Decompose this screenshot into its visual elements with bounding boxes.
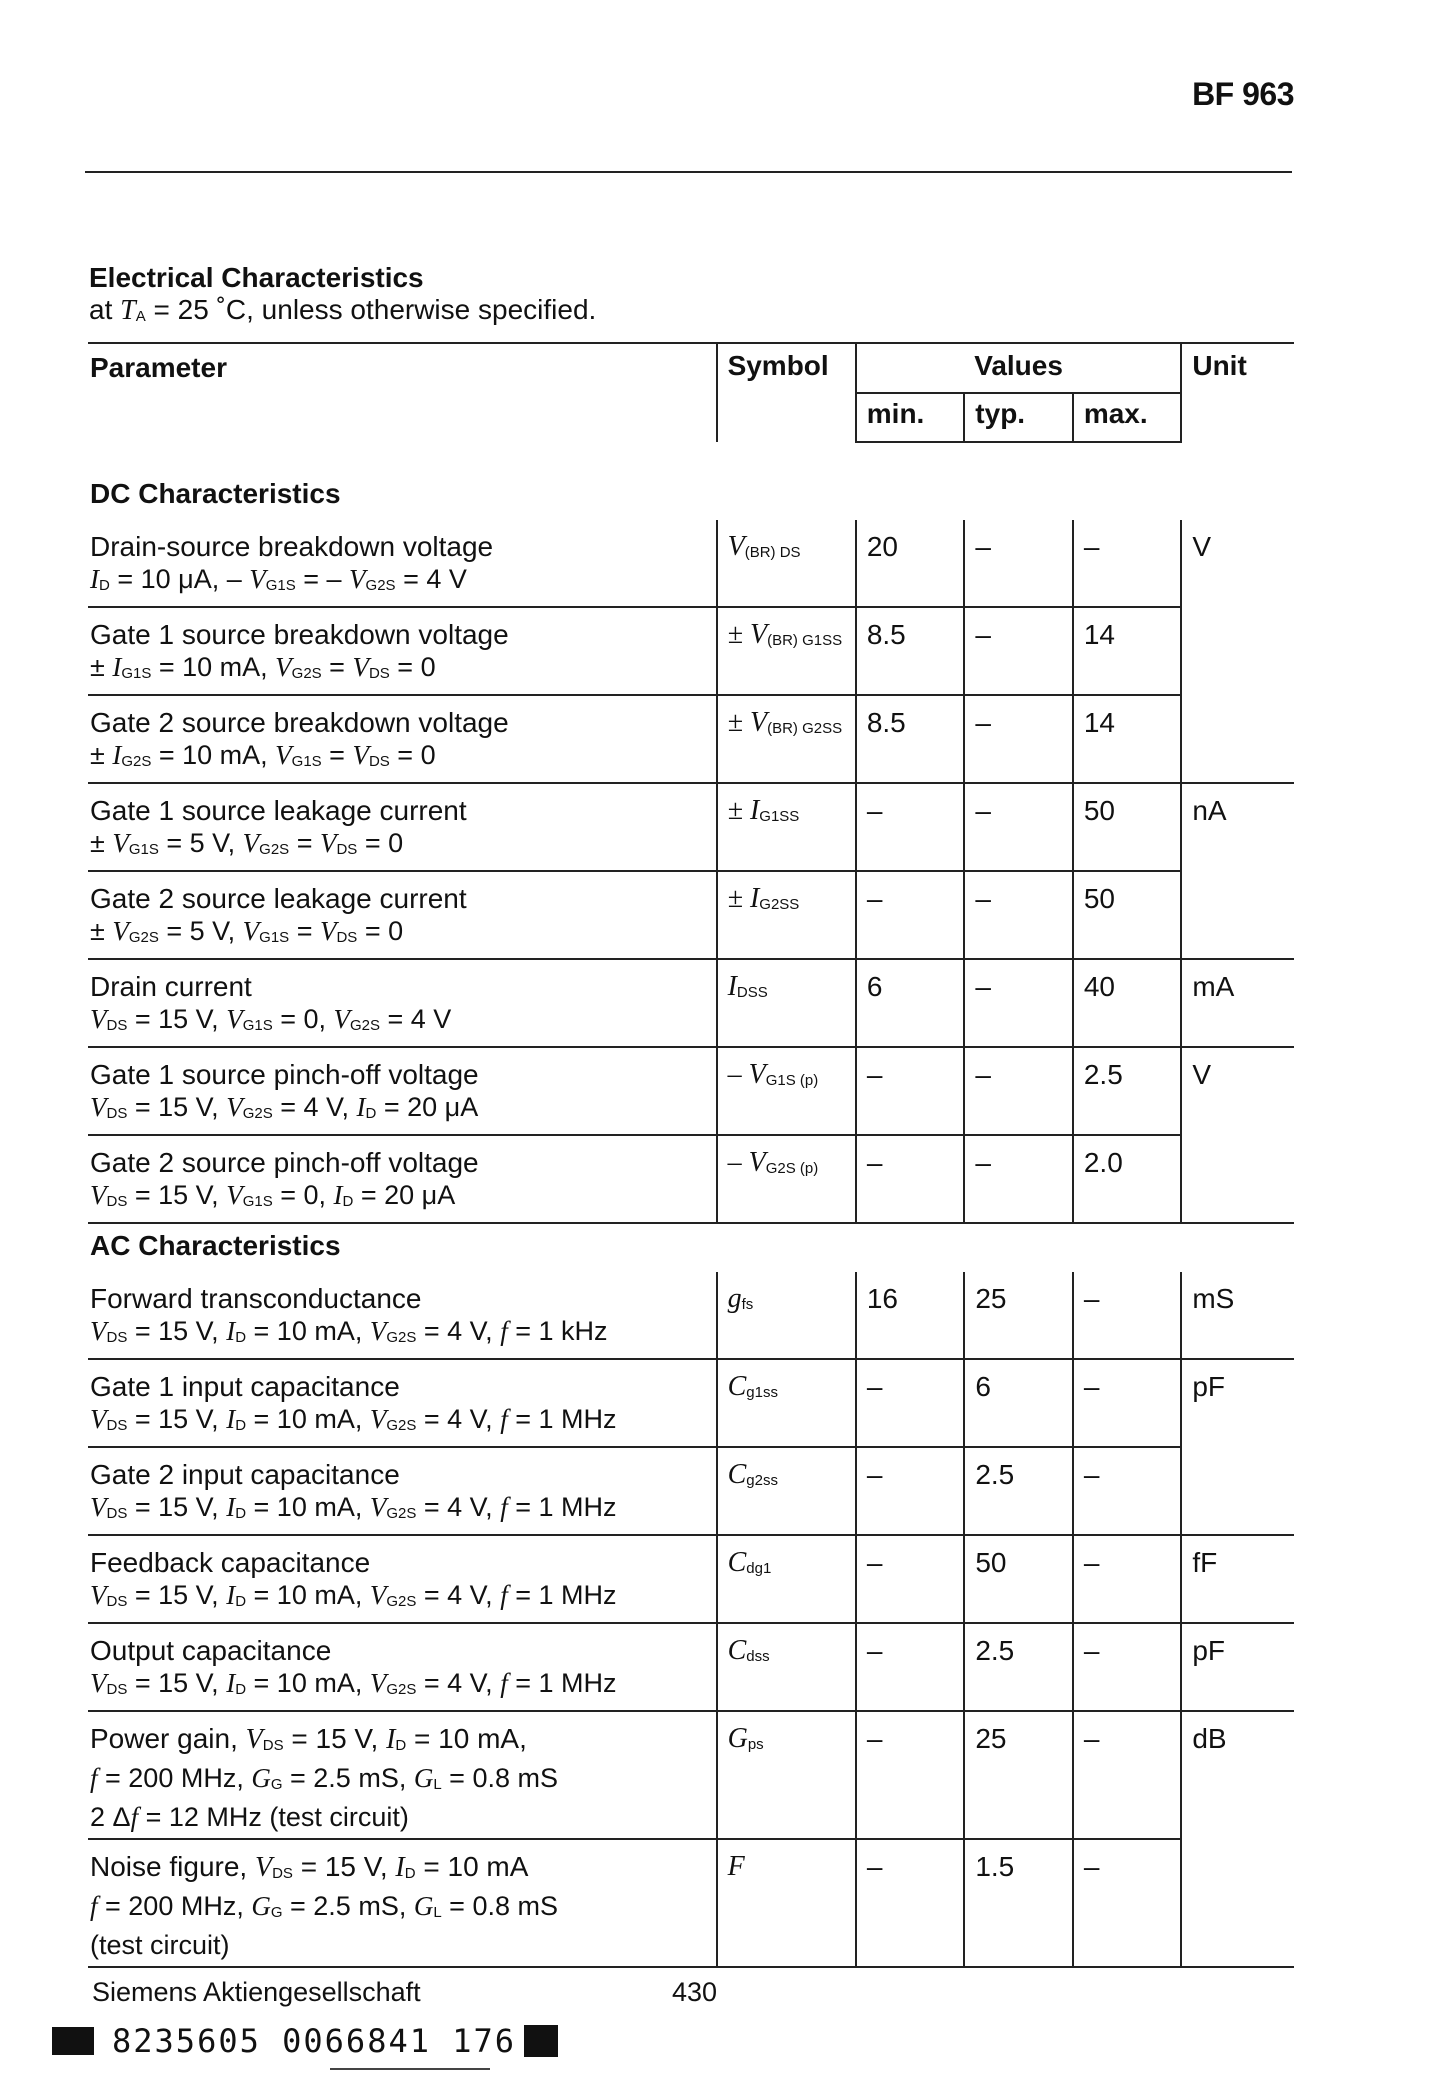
typ-value: – bbox=[964, 695, 1073, 783]
parameter-condition: ± $V_{G2S} = 5$ V, $V_{G1S} = V_{DS} = 0$ bbox=[90, 916, 404, 946]
parameter-name: Drain current bbox=[90, 971, 252, 1002]
parameter-cell bbox=[88, 1272, 717, 1359]
table-row bbox=[88, 1272, 1294, 1359]
parameter-name: Gate 2 input capacitance bbox=[90, 1459, 400, 1490]
max-value: 14 bbox=[1073, 695, 1182, 783]
parameter-cell bbox=[88, 695, 717, 783]
typ-value: – bbox=[964, 1135, 1073, 1223]
unit-cell: pF bbox=[1181, 1359, 1294, 1447]
header-symbol: Symbol bbox=[717, 343, 856, 442]
symbol-cell: F bbox=[717, 1839, 856, 1967]
parameter-condition: $V_{DS} = 15$ V, $I_D = 10$ mA, $V_{G2S} = 4$ V, f = 1 MHz bbox=[90, 1580, 617, 1610]
typ-value: – bbox=[964, 871, 1073, 959]
parameter-condition: $V_{DS} = 15$ V, $V_{G2S} = 4$ V, $I_D = 20$ μA bbox=[90, 1092, 479, 1122]
table-row bbox=[88, 783, 1294, 871]
parameter-cell bbox=[88, 1359, 717, 1447]
max-value: 2.0 bbox=[1073, 1135, 1182, 1223]
min-value: 16 bbox=[856, 1272, 965, 1359]
table-row bbox=[88, 607, 1294, 695]
typ-value: 2.5 bbox=[964, 1623, 1073, 1711]
parameter-cell bbox=[88, 1047, 717, 1135]
table-row bbox=[88, 1135, 1294, 1223]
section-title: Electrical Characteristics bbox=[89, 262, 424, 293]
max-value: 14 bbox=[1073, 607, 1182, 695]
parameter-name: Gate 1 source breakdown voltage bbox=[90, 619, 509, 650]
parameter-condition: $V_{DS} = 15$ V, $I_D = 10$ mA, $V_{G2S} = 4$ V, f = 1 kHz bbox=[90, 1316, 608, 1346]
typ-value: – bbox=[964, 959, 1073, 1047]
header-parameter: Parameter bbox=[88, 343, 717, 442]
ac-table bbox=[88, 1272, 1294, 1968]
conditions-line: at $T_A = 25$ ˚C, unless otherwise specified. bbox=[89, 294, 597, 326]
min-value: – bbox=[856, 1535, 965, 1623]
max-value: – bbox=[1083, 531, 1100, 562]
typ-value: 6 bbox=[964, 1359, 1073, 1447]
min-value: – bbox=[856, 1135, 965, 1223]
parameter-cell bbox=[88, 1623, 717, 1711]
unit-cell bbox=[1181, 1135, 1294, 1223]
unit-cell: V bbox=[1181, 520, 1294, 607]
unit-cell: fF bbox=[1181, 1535, 1294, 1623]
symbol-cell: $C_{g1ss}$ bbox=[717, 1359, 856, 1447]
max-value: 2.5 bbox=[1073, 1047, 1182, 1135]
table-row bbox=[88, 871, 1294, 959]
symbol-cell: $g_{fs}$ bbox=[717, 1272, 856, 1359]
part-number: BF 963 bbox=[1192, 76, 1294, 112]
header-typ: typ. bbox=[964, 393, 1073, 442]
ac-section-title: AC Characteristics bbox=[90, 1230, 341, 1261]
parameter-name: Gate 2 source pinch-off voltage bbox=[90, 1147, 479, 1178]
min-value: 8.5 bbox=[856, 695, 965, 783]
unit-cell bbox=[1181, 607, 1294, 695]
parameter-cell bbox=[88, 1535, 717, 1623]
dc-table bbox=[88, 520, 1294, 1224]
typ-value: – bbox=[964, 607, 1073, 695]
parameter-cell bbox=[88, 520, 717, 607]
parameter-cell bbox=[88, 871, 717, 959]
unit-cell: V bbox=[1181, 1047, 1294, 1135]
symbol-cell: $C_{dg1}$ bbox=[717, 1535, 856, 1623]
min-value: – bbox=[856, 1047, 965, 1135]
typ-value: 25 bbox=[964, 1711, 1073, 1839]
typ-value: – bbox=[964, 783, 1073, 871]
header-values: Values bbox=[856, 343, 1182, 393]
parameter-cell bbox=[88, 1135, 717, 1223]
parameter-condition: $V_{DS} = 15$ V, $V_{G1S} = 0$, $I_D = 20$ μA bbox=[90, 1180, 456, 1210]
parameter-cell bbox=[88, 607, 717, 695]
typ-value: 25 bbox=[964, 1272, 1073, 1359]
table-row bbox=[88, 959, 1294, 1047]
min-value: – bbox=[856, 1359, 965, 1447]
parameter-condition: $V_{DS} = 15$ V, $I_D = 10$ mA, $V_{G2S} = 4$ V, f = 1 MHz bbox=[90, 1668, 617, 1698]
parameter-name: Feedback capacitance bbox=[90, 1547, 371, 1578]
parameter-condition: f = 200 MHz, $G_G = 2.5$ mS, $G_L = 0.8$ mS 2 Δf = 12 MHz (test circuit) bbox=[90, 1763, 558, 1832]
min-value: – bbox=[856, 1839, 965, 1967]
max-value: – bbox=[1083, 1283, 1100, 1314]
max-value: – bbox=[1073, 1711, 1182, 1839]
parameter-cell bbox=[88, 1447, 717, 1535]
symbol-cell: ± $I_{G1SS}$ bbox=[717, 783, 856, 871]
table-row bbox=[88, 1839, 1294, 1967]
header-rule bbox=[85, 171, 1292, 173]
parameter-name: Drain-source breakdown voltage bbox=[90, 531, 494, 562]
parameter-cell bbox=[88, 1839, 717, 1967]
min-value: – bbox=[856, 1447, 965, 1535]
parameter-condition: ± $I_{G1S} = 10$ mA, $V_{G2S} = V_{DS} = 0$ bbox=[90, 652, 436, 682]
symbol-cell: ± $I_{G2SS}$ bbox=[717, 871, 856, 959]
barcode-line bbox=[52, 2022, 558, 2060]
symbol-cell: $G_{ps}$ bbox=[717, 1711, 856, 1839]
typ-value: – bbox=[964, 1047, 1073, 1135]
symbol-cell: ± $V_{(BR) G2SS}$ bbox=[717, 695, 856, 783]
parameter-name: Gate 2 source breakdown voltage bbox=[90, 707, 509, 738]
parameter-name: Gate 1 input capacitance bbox=[90, 1371, 400, 1402]
barcode-block-icon bbox=[52, 2027, 94, 2055]
max-value: – bbox=[1073, 1839, 1182, 1967]
table-row bbox=[88, 520, 1294, 607]
symbol-cell: $I_{DSS}$ bbox=[717, 959, 856, 1047]
parameter-condition: $V_{DS} = 15$ V, $I_D = 10$ mA, $V_{G2S} = 4$ V, f = 1 MHz bbox=[90, 1492, 617, 1522]
max-value: – bbox=[1073, 1623, 1182, 1711]
parameter-name: Output capacitance bbox=[90, 1635, 332, 1666]
parameter-name: Noise figure, $V_{DS} = 15$ V, $I_D = 10$ mA bbox=[90, 1851, 529, 1883]
typ-value: 50 bbox=[964, 1535, 1073, 1623]
unit-cell bbox=[1181, 1447, 1294, 1535]
table-row bbox=[88, 1047, 1294, 1135]
typ-value: 1.5 bbox=[964, 1839, 1073, 1967]
unit-cell bbox=[1181, 1839, 1294, 1967]
parameter-cell bbox=[88, 959, 717, 1047]
min-value: – bbox=[856, 1623, 965, 1711]
table-row bbox=[88, 1623, 1294, 1711]
unit-cell: dB bbox=[1181, 1711, 1294, 1839]
parameter-condition: $V_{DS} = 15$ V, $I_D = 10$ mA, $V_{G2S} = 4$ V, f = 1 MHz bbox=[90, 1404, 617, 1434]
table-row bbox=[88, 695, 1294, 783]
barcode-block-icon bbox=[524, 2025, 558, 2057]
parameter-name: Forward transconductance bbox=[90, 1283, 422, 1314]
parameter-condition: ± $I_{G2S} = 10$ mA, $V_{G1S} = V_{DS} = 0$ bbox=[90, 740, 436, 770]
parameter-condition: f = 200 MHz, $G_G = 2.5$ mS, $G_L = 0.8$ mS (test circuit) bbox=[90, 1891, 558, 1960]
min-value: 6 bbox=[856, 959, 965, 1047]
parameter-name: Gate 2 source leakage current bbox=[90, 883, 467, 914]
symbol-cell: $C_{g2ss}$ bbox=[717, 1447, 856, 1535]
min-value: 20 bbox=[856, 520, 965, 607]
symbol-cell: – $V_{G2S (p)}$ bbox=[717, 1135, 856, 1223]
bottom-rule bbox=[330, 2068, 490, 2070]
barcode-text: 8235605 0066841 176 bbox=[112, 2022, 517, 2060]
table-row bbox=[88, 1359, 1294, 1447]
header-max: max. bbox=[1073, 393, 1182, 442]
min-value: – bbox=[856, 1711, 965, 1839]
max-value: 50 bbox=[1073, 783, 1182, 871]
parameter-condition: ± $V_{G1S} = 5$ V, $V_{G2S} = V_{DS} = 0$ bbox=[90, 828, 404, 858]
symbol-cell: $C_{dss}$ bbox=[717, 1623, 856, 1711]
unit-cell: pF bbox=[1181, 1623, 1294, 1711]
parameter-name: Gate 1 source pinch-off voltage bbox=[90, 1059, 479, 1090]
max-value: – bbox=[1073, 1359, 1182, 1447]
min-value: – bbox=[856, 783, 965, 871]
header-min: min. bbox=[856, 393, 965, 442]
dc-section-title: DC Characteristics bbox=[90, 478, 341, 509]
table-row bbox=[88, 1711, 1294, 1839]
footer-company: Siemens Aktiengesellschaft bbox=[92, 1977, 421, 2007]
page-number: 430 bbox=[672, 1977, 718, 2007]
unit-cell: mA bbox=[1181, 959, 1294, 1047]
typ-value: – bbox=[964, 520, 1073, 607]
min-value: – bbox=[856, 871, 965, 959]
parameter-condition: $V_{DS} = 15$ V, $V_{G1S} = 0$, $V_{G2S} = 4$ V bbox=[90, 1004, 452, 1034]
unit-cell bbox=[1181, 695, 1294, 783]
header-unit: Unit bbox=[1181, 343, 1294, 442]
unit-cell: mS bbox=[1181, 1272, 1294, 1359]
unit-cell bbox=[1181, 871, 1294, 959]
parameter-name: Power gain, $V_{DS} = 15$ V, $I_D = 10$ mA, bbox=[90, 1723, 527, 1755]
unit-cell: nA bbox=[1181, 783, 1294, 871]
max-value: 50 bbox=[1073, 871, 1182, 959]
max-value: 40 bbox=[1073, 959, 1182, 1047]
min-value: 8.5 bbox=[856, 607, 965, 695]
parameter-cell bbox=[88, 783, 717, 871]
symbol-cell: – $V_{G1S (p)}$ bbox=[717, 1047, 856, 1135]
max-value: – bbox=[1073, 1535, 1182, 1623]
typ-value: 2.5 bbox=[964, 1447, 1073, 1535]
table-header bbox=[88, 342, 1294, 443]
symbol-cell: ± $V_{(BR) G1SS}$ bbox=[717, 607, 856, 695]
symbol-cell: $V_{(BR) DS}$ bbox=[717, 520, 856, 607]
table-row bbox=[88, 1535, 1294, 1623]
table-row bbox=[88, 1447, 1294, 1535]
parameter-name: Gate 1 source leakage current bbox=[90, 795, 467, 826]
parameter-condition: $I_D = 10$ μA, – $V_{G1S}$ = – $V_{G2S} = 4$ V bbox=[90, 564, 467, 594]
max-value: – bbox=[1073, 1447, 1182, 1535]
parameter-cell bbox=[88, 1711, 717, 1839]
